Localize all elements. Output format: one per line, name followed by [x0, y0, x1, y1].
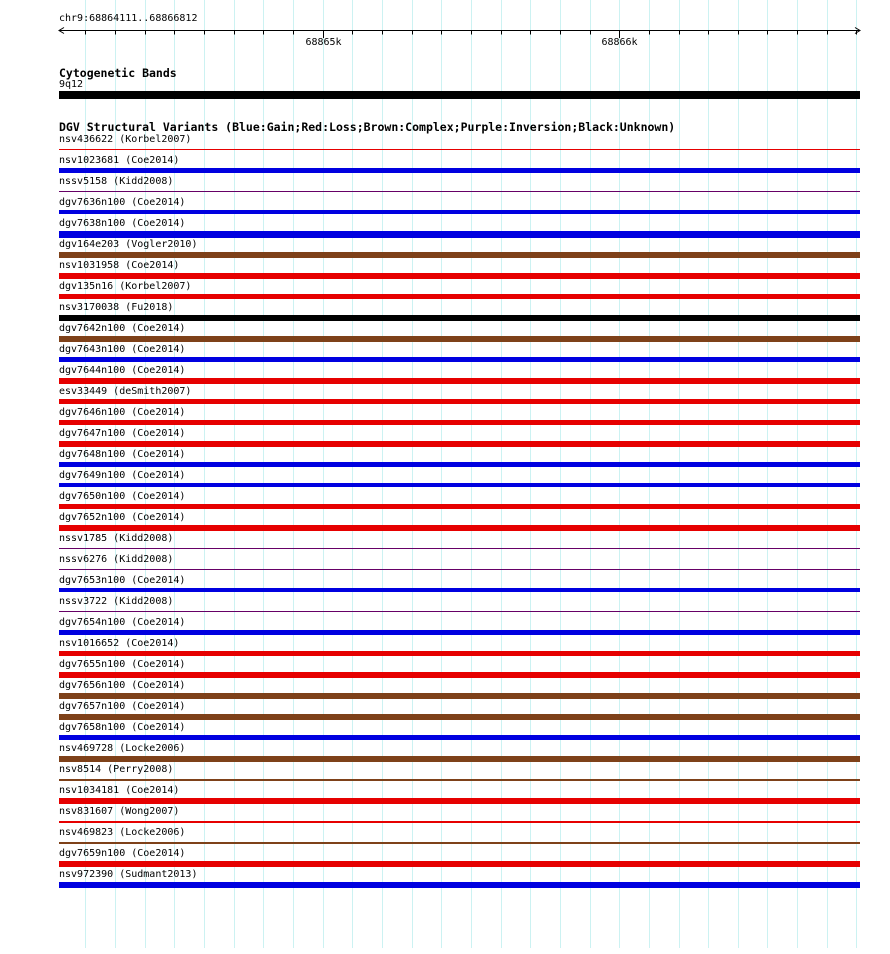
- variant-row: [0, 659, 890, 680]
- variant-label[interactable]: dgv7656n100 (Coe2014): [59, 680, 186, 691]
- variant-bar-gain[interactable]: [59, 882, 860, 888]
- variant-label[interactable]: nssv1785 (Kidd2008): [59, 533, 174, 544]
- variant-row: [0, 848, 890, 869]
- variant-label[interactable]: dgv7649n100 (Coe2014): [59, 470, 186, 481]
- variant-row: [0, 176, 890, 197]
- variant-label[interactable]: dgv7657n100 (Coe2014): [59, 701, 186, 712]
- variant-bar-complex[interactable]: [59, 842, 860, 844]
- variant-bar-loss[interactable]: [59, 294, 860, 299]
- cytobands-track-title: Cytogenetic Bands: [59, 66, 177, 80]
- variant-label[interactable]: dgv7644n100 (Coe2014): [59, 365, 186, 376]
- variant-row: [0, 764, 890, 785]
- variant-label[interactable]: dgv7647n100 (Coe2014): [59, 428, 186, 439]
- position-ruler: [0, 0, 890, 52]
- variant-bar-gain[interactable]: [59, 462, 860, 467]
- variant-row: [0, 575, 890, 596]
- variant-bar-loss[interactable]: [59, 821, 860, 823]
- variant-row: [0, 806, 890, 827]
- variant-bar-loss[interactable]: [59, 399, 860, 404]
- variant-row: [0, 323, 890, 344]
- variant-label[interactable]: dgv7636n100 (Coe2014): [59, 197, 186, 208]
- variant-label[interactable]: dgv7646n100 (Coe2014): [59, 407, 186, 418]
- variant-label[interactable]: nsv8514 (Perry2008): [59, 764, 174, 775]
- variant-bar-gain[interactable]: [59, 357, 860, 362]
- variant-bar-inversion[interactable]: [59, 191, 860, 192]
- variant-label[interactable]: dgv7643n100 (Coe2014): [59, 344, 186, 355]
- variant-label[interactable]: dgv7658n100 (Coe2014): [59, 722, 186, 733]
- variant-bar-inversion[interactable]: [59, 611, 860, 612]
- variant-row: [0, 512, 890, 533]
- variant-label[interactable]: dgv7659n100 (Coe2014): [59, 848, 186, 859]
- variant-row: [0, 218, 890, 239]
- variant-row: [0, 596, 890, 617]
- variant-label[interactable]: nssv5158 (Kidd2008): [59, 176, 174, 187]
- variant-row: [0, 554, 890, 575]
- variant-bar-gain[interactable]: [59, 735, 860, 740]
- variant-bar-complex[interactable]: [59, 693, 860, 699]
- variant-row: [0, 638, 890, 659]
- variant-row: [0, 302, 890, 323]
- variant-bar-complex[interactable]: [59, 336, 860, 342]
- variant-bar-gain[interactable]: [59, 231, 860, 238]
- variant-row: [0, 281, 890, 302]
- variant-bar-loss[interactable]: [59, 149, 860, 150]
- variant-row: [0, 722, 890, 743]
- variant-row: [0, 743, 890, 764]
- variant-label[interactable]: nsv469728 (Locke2006): [59, 743, 186, 754]
- variant-bar-loss[interactable]: [59, 504, 860, 509]
- variant-label[interactable]: dgv7648n100 (Coe2014): [59, 449, 186, 460]
- variant-bar-inversion[interactable]: [59, 569, 860, 570]
- variant-label[interactable]: dgv7638n100 (Coe2014): [59, 218, 186, 229]
- variant-row: [0, 365, 890, 386]
- dgv-track-title: DGV Structural Variants (Blue:Gain;Red:Loss;Brown:Complex;Purple:Inversion;Black:Unknown): [59, 120, 676, 134]
- variant-row: [0, 407, 890, 428]
- variant-bar-loss[interactable]: [59, 651, 860, 656]
- variant-bar-gain[interactable]: [59, 630, 860, 635]
- variant-row: [0, 617, 890, 638]
- variant-row: [0, 155, 890, 176]
- variant-label[interactable]: nsv469823 (Locke2006): [59, 827, 186, 838]
- variant-row: [0, 470, 890, 491]
- variant-bar-gain[interactable]: [59, 168, 860, 173]
- variant-bar-loss[interactable]: [59, 861, 860, 867]
- variant-label[interactable]: dgv7650n100 (Coe2014): [59, 491, 186, 502]
- ruler-tick-label: 68865k: [305, 37, 342, 48]
- variant-label[interactable]: nsv436622 (Korbel2007): [59, 134, 192, 145]
- variant-bar-gain[interactable]: [59, 483, 860, 487]
- variant-row: [0, 260, 890, 281]
- variant-label[interactable]: nsv1034181 (Coe2014): [59, 785, 180, 796]
- variant-bar-loss[interactable]: [59, 273, 860, 279]
- variant-row: [0, 197, 890, 218]
- variant-row: [0, 785, 890, 806]
- variant-row: [0, 386, 890, 407]
- variant-bar-inversion[interactable]: [59, 548, 860, 549]
- variant-bar-complex[interactable]: [59, 714, 860, 720]
- variant-bar-gain[interactable]: [59, 210, 860, 214]
- variant-row: [0, 239, 890, 260]
- variant-label[interactable]: nsv1016652 (Coe2014): [59, 638, 180, 649]
- variant-bar-loss[interactable]: [59, 420, 860, 425]
- cytoband-label: 9q12: [59, 79, 84, 90]
- variant-label[interactable]: nsv1031958 (Coe2014): [59, 260, 180, 271]
- variant-label[interactable]: nsv831607 (Wong2007): [59, 806, 180, 817]
- variant-label[interactable]: nsv3170038 (Fu2018): [59, 302, 174, 313]
- variant-label[interactable]: nsv972390 (Sudmant2013): [59, 869, 198, 880]
- variant-bar-unknown[interactable]: [59, 315, 860, 321]
- variant-row: [0, 344, 890, 365]
- variant-row: [0, 428, 890, 449]
- variant-bar-complex[interactable]: [59, 756, 860, 762]
- variant-label[interactable]: nssv3722 (Kidd2008): [59, 596, 174, 607]
- variant-bar-loss[interactable]: [59, 378, 860, 384]
- variant-bar-loss[interactable]: [59, 441, 860, 447]
- variant-label[interactable]: dgv135n16 (Korbel2007): [59, 281, 192, 292]
- variant-label[interactable]: dgv7652n100 (Coe2014): [59, 512, 186, 523]
- variant-bar-loss[interactable]: [59, 525, 860, 531]
- variant-bar-gain[interactable]: [59, 588, 860, 592]
- variant-label[interactable]: esv33449 (deSmith2007): [59, 386, 192, 397]
- variant-row: [0, 701, 890, 722]
- variant-label[interactable]: nsv1023681 (Coe2014): [59, 155, 180, 166]
- variant-label[interactable]: dgv7653n100 (Coe2014): [59, 575, 186, 586]
- variant-label[interactable]: dgv7642n100 (Coe2014): [59, 323, 186, 334]
- variant-row: [0, 827, 890, 848]
- variant-row: [0, 134, 890, 155]
- variant-row: [0, 869, 890, 890]
- variant-label[interactable]: dgv7655n100 (Coe2014): [59, 659, 186, 670]
- dgv-variant-rows: [0, 134, 890, 890]
- variant-bar-loss[interactable]: [59, 672, 860, 678]
- variant-row: [0, 449, 890, 470]
- cytoband-bar: [59, 91, 860, 99]
- variant-row: [0, 491, 890, 512]
- variant-row: [0, 533, 890, 554]
- variant-row: [0, 680, 890, 701]
- variant-label[interactable]: nssv6276 (Kidd2008): [59, 554, 174, 565]
- variant-bar-loss[interactable]: [59, 798, 860, 804]
- variant-bar-complex[interactable]: [59, 252, 860, 258]
- variant-label[interactable]: dgv164e203 (Vogler2010): [59, 239, 198, 250]
- variant-label[interactable]: dgv7654n100 (Coe2014): [59, 617, 186, 628]
- variant-bar-complex[interactable]: [59, 779, 860, 781]
- region-label: chr9:68864111..68866812: [59, 13, 198, 24]
- ruler-tick-label: 68866k: [601, 37, 638, 48]
